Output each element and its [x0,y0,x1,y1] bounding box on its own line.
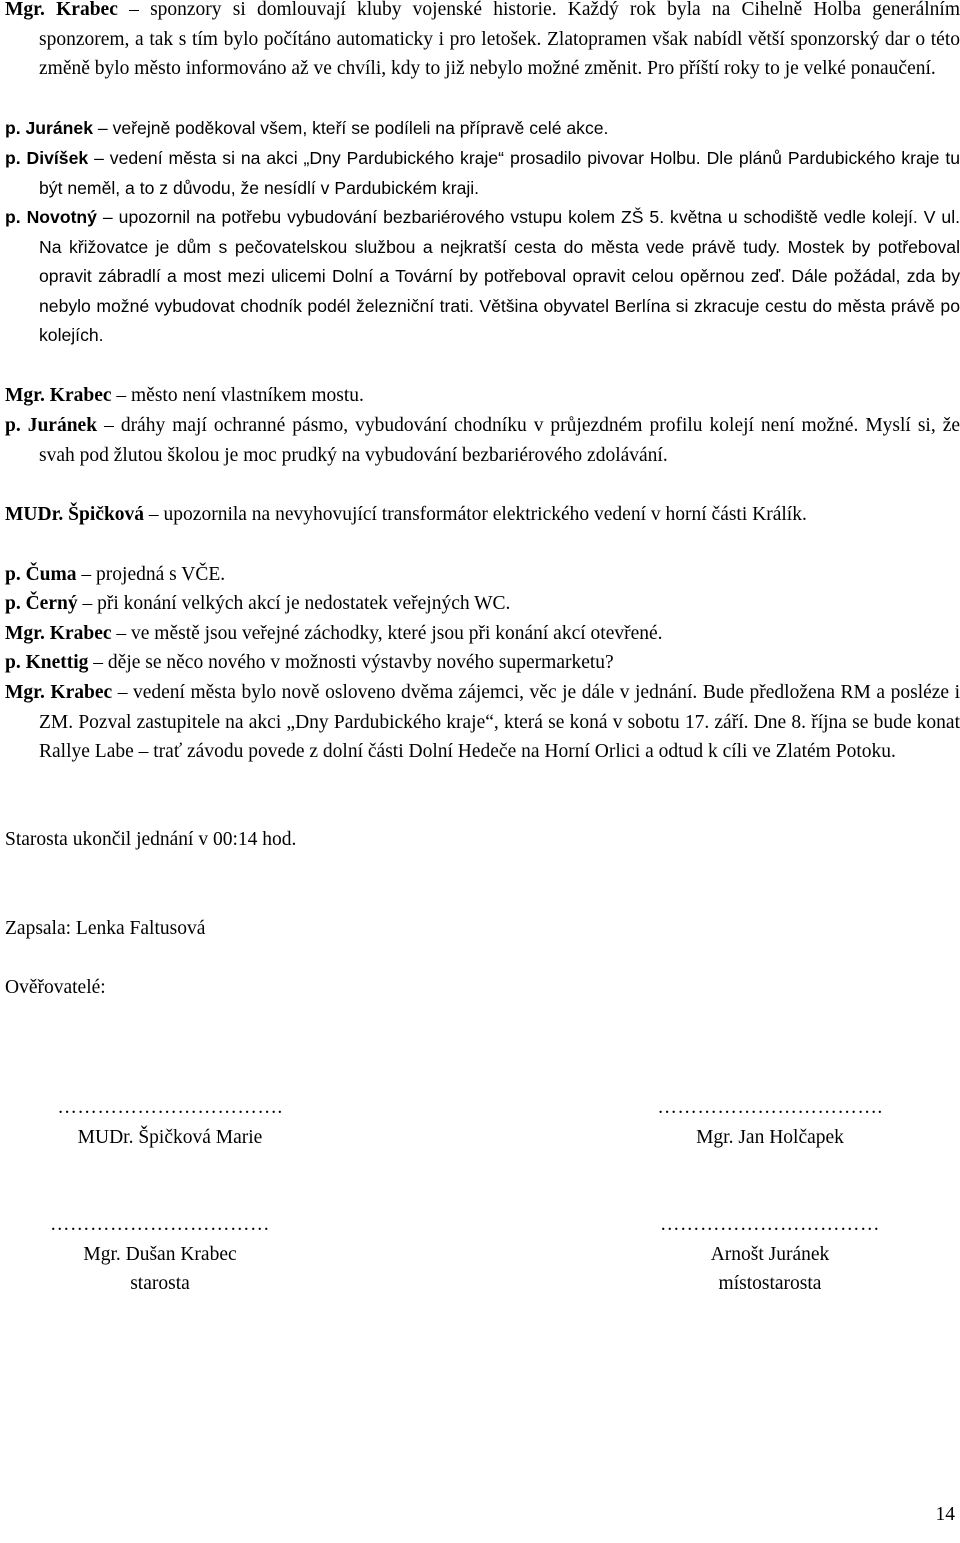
entry-text: město není vlastníkem mostu. [131,385,364,406]
signature-line: …………………………… [50,1214,270,1235]
entry-text: sponzory si domlouvají kluby vojenské historie. Každý rok byla na Cihelně Holba generálním sponzorem, a tak s tím bylo počítáno automaticky i pro letošek. Zlatopramen však nabídl větší sponzorský dar o této změně bylo město informováno až ve chvíli, kdy to již nebylo možné změnit. Pro příští roky to je velké ponaučení. [39,0,960,80]
minutes-entry: p. Juránek – veřejně poděkoval všem, kteří se podíleli na přípravě celé akce. [5,118,609,138]
closing-statement: Starosta ukončil jednání v 00:14 hod. [5,829,297,850]
speaker-name: MUDr. Špičková [5,504,145,525]
minutes-entry: p. Divíšek – vedení města si na akci „Dny Pardubického kraje“ prosadilo pivovar Holbu. Dle plánů Pardubického kraje tu být neměl, a to z důvodu, že nesídlí v Pardubickém kraji. [5,148,960,198]
signatory-name: MUDr. Špičková Marie [77,1126,263,1148]
minutes-entry: Mgr. Krabec – sponzory si domlouvají kluby vojenské historie. Každý rok byla na Cihelně Holba generálním sponzorem, a tak s tím bylo počítáno automaticky i pro letošek. Zlatopramen však nabídl větší sponzorský dar o této změně bylo město informováno až ve chvíli, kdy to již nebylo možné změnit. Pro příští roky to je velké ponaučení. [5,0,960,80]
minutes-entry: p. Černý – při konání velkých akcí je nedostatek veřejných WC. [5,593,511,614]
verifiers-label: Ověřovatelé: [5,977,106,998]
minutes-entry: p. Knettig – děje se něco nového v možnosti výstavby nového supermarketu? [5,652,614,673]
page-number: 14 [935,1504,955,1525]
speaker-name: p. Knettig [5,652,89,673]
speaker-name: p. Novotný [5,207,97,227]
entry-text: vedení města si na akci „Dny Pardubického kraje“ prosadilo pivovar Holbu. Dle plánů Pardubického kraje tu být neměl, a to z důvodu, že nesídlí v Pardubickém kraji. [39,148,960,198]
speaker-name: Mgr. Krabec [5,0,118,20]
minutes-entry: MUDr. Špičková – upozornila na nevyhovující transformátor elektrického vedení v horní části Králík. [5,504,807,525]
entry-text: upozornila na nevyhovující transformátor elektrického vedení v horní části Králík. [163,504,807,525]
speaker-name: p. Divíšek [5,148,89,168]
entry-text: vedení města bylo nově osloveno dvěma zájemci, věc je dále v jednání. Bude předložena RM a posléze i ZM. Pozval zastupitele na akci „Dny Pardubického kraje“, která se koná v sobotu 17. září. Dne 8. října se bude konat Rallye Labe – trať závodu povede z dolní části Dolní Hedeče na Horní Orlici a odtud k cíli ve Zlatém Potoku. [39,682,960,763]
signature-deputy [620,1210,920,1299]
speaker-name: p. Juránek [5,118,94,138]
signatory-role: starosta [130,1273,190,1295]
signature-mayor [10,1210,310,1299]
entry-text: ve městě jsou veřejné záchodky, které jsou při konání akcí otevřené. [131,623,663,644]
entry-text: upozornil na potřebu vybudování bezbariérového vstupu kolem ZŠ 5. května u schodiště vedle kolejí. V ul. Na křižovatce je dům s pečovatelskou službou a nejkratší cesta do města vede právě tudy. Mostek by potřeboval opravit zábradlí a most mezi ulicemi Dolní a Tovární by potřeboval opravit celou opěrnou zeď. Dále požádal, zda by nebylo možné vybudovat chodník podél železniční trati. Většina obyvatel Berlína si zkracuje cestu do města právě po kolejích. [39,207,960,346]
speaker-name: p. Černý [5,593,78,614]
speaker-name: Mgr. Krabec [5,682,113,703]
signature-line: ……………………………. [657,1097,883,1118]
minutes-entry: Mgr. Krabec – město není vlastníkem mostu. [5,385,364,406]
entry-text: veřejně poděkoval všem, kteří se podíleli na přípravě celé akce. [112,118,609,138]
speaker-name: p. Juránek [5,415,98,436]
signature-line: ……………………………. [57,1097,283,1118]
speaker-name: p. Čuma [5,564,77,585]
speaker-name: Mgr. Krabec [5,623,112,644]
recorder-line: Zapsala: Lenka Faltusová [5,918,206,939]
minutes-entry: p. Novotný – upozornil na potřebu vybudování bezbariérového vstupu kolem ZŠ 5. května u schodiště vedle kolejí. V ul. Na křižovatce je dům s pečovatelskou službou a nejkratší cesta do města vede právě tudy. Mostek by potřeboval opravit zábradlí a most mezi ulicemi Dolní a Tovární by potřeboval opravit celou opěrnou zeď. Dále požádal, zda by nebylo možné vybudovat chodník podél železniční trati. Většina obyvatel Berlína si zkracuje cestu do města právě po kolejích. [5,207,960,346]
entry-text: děje se něco nového v možnosti výstavby nového supermarketu? [107,652,614,673]
signature-line: …………………………… [660,1214,880,1235]
signatory-name: Mgr. Dušan Krabec [83,1243,237,1265]
signature-verifier-left [20,1093,320,1152]
minutes-entry: Mgr. Krabec – ve městě jsou veřejné záchodky, které jsou při konání akcí otevřené. [5,623,663,644]
minutes-entry: p. Juránek – dráhy mají ochranné pásmo, vybudování chodníku v průjezdném profilu kolejí není možné. Myslí si, že svah pod žlutou školou je moc prudký na vybudování bezbariérového zdolávání. [5,415,960,466]
signatory-name: Arnošt Juránek [710,1243,830,1265]
speaker-name: Mgr. Krabec [5,385,112,406]
minutes-entry: Mgr. Krabec – vedení města bylo nově osloveno dvěma zájemci, věc je dále v jednání. Bude předložena RM a posléze i ZM. Pozval zastupitele na akci „Dny Pardubického kraje“, která se koná v sobotu 17. září. Dne 8. října se bude konat Rallye Labe – trať závodu povede z dolní části Dolní Hedeče na Horní Orlici a odtud k cíli ve Zlatém Potoku. [5,682,960,763]
entry-text: při konání velkých akcí je nedostatek veřejných WC. [97,593,511,614]
signatory-name: Mgr. Jan Holčapek [696,1126,844,1148]
minutes-entry: p. Čuma – projedná s VČE. [5,564,226,585]
entry-text: projedná s VČE. [96,564,226,585]
signatory-role: místostarosta [718,1273,822,1295]
entry-text: dráhy mají ochranné pásmo, vybudování chodníku v průjezdném profilu kolejí není možné. Myslí si, že svah pod žlutou školou je moc prudký na vybudování bezbariérového zdolávání. [39,415,960,466]
signature-verifier-right [620,1093,920,1152]
